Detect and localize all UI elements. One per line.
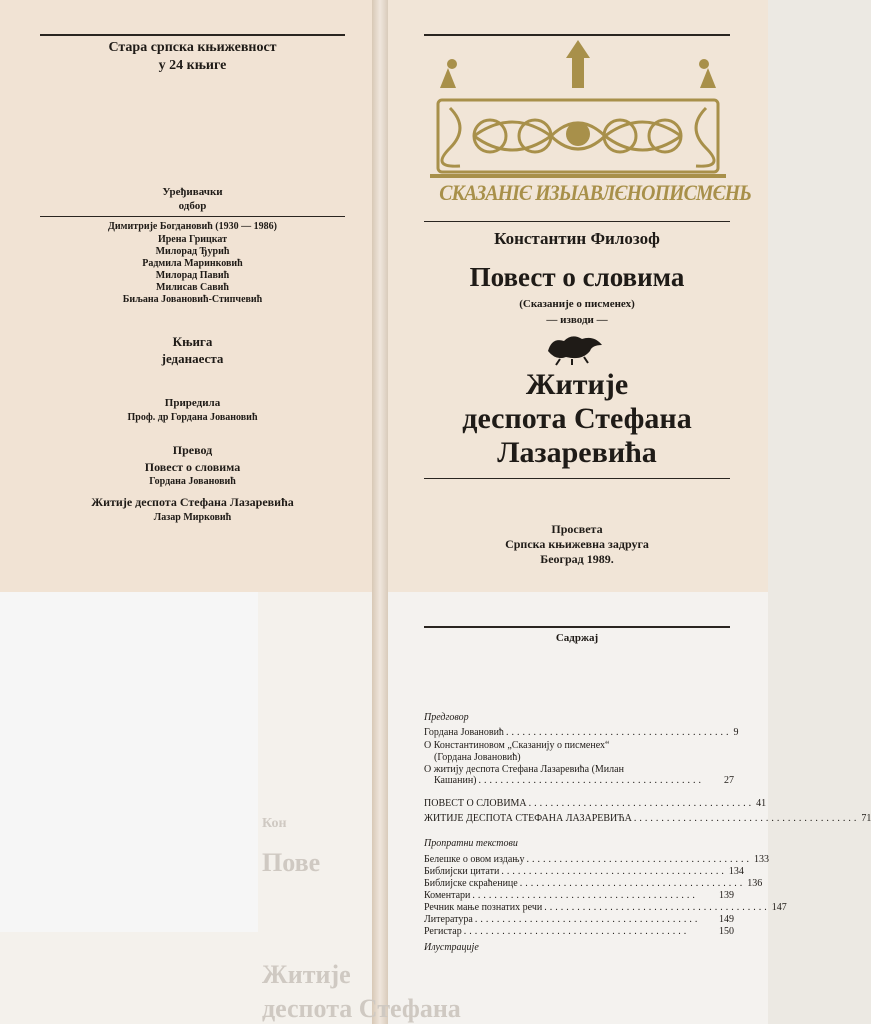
toc-item-label: ЖИТИЈЕ ДЕСПОТА СТЕФАНА ЛАЗАРЕВИЋА [424,813,632,824]
dot-leader: ......................................... [633,813,860,824]
toc-item [424,926,734,938]
board-member: Милорад Ђурић [155,246,230,257]
dot-leader: ......................................... [519,878,746,889]
blank-area [0,592,258,932]
board-member: Радмила Маринковић [142,258,243,269]
board-member: Димитрије Богдановић (1930 — 1986) [108,221,277,232]
title-1: Повест о словима [469,262,685,292]
translation-name2: Лазар Мирковић [153,512,232,523]
toc-item-page: 27 [724,775,734,786]
toc-item [424,890,734,902]
toc-item-page: 133 [754,854,770,865]
toc-item-label: ПОВЕСТ О СЛОВИМА [424,798,527,809]
toc-item [424,914,734,926]
toc-item-label: Библијске скраћенице [424,878,518,889]
ghost-text-author: Кон [262,816,287,831]
title-2-line2: деспота Стефана [462,402,692,435]
editor-label: Приредила [164,397,221,409]
board-member: Милисав Савић [156,282,229,293]
dot-leader: ......................................... [505,727,732,738]
toc-item-label: Гордана Јовановић [424,727,504,738]
subtitle: (Сказаније о писменех) [519,298,635,310]
editor-name: Проф. др Гордана Јовановић [127,412,258,423]
book-gutter [372,0,388,1024]
translation-work2: Житије деспота Стефана Лазаревића [91,495,294,509]
dot-leader: ......................................... [544,902,770,913]
contents-heading: Садржај [555,632,599,644]
book-line1: Књига [172,334,213,349]
ghost-text-title2: Житије [262,960,351,989]
ornament-lettering: СКАЗАНІЄ ИЗЬІАВЛЄНОПИСМЄНЬ [439,180,751,205]
dot-leader: ......................................... [528,798,755,809]
toc-item-label: Регистар [424,926,462,937]
ghost-text-title: Пове [262,848,321,877]
toc-item [434,775,734,787]
board-member: Милорад Павић [155,270,230,281]
section-preface: Предговор [424,712,469,723]
toc-item [424,798,767,810]
dot-leader: ......................................... [474,914,701,925]
board-rule [40,216,345,217]
toc-item-label: Библијски цитати [424,866,500,877]
top-rule [40,34,345,36]
dot-leader: ......................................... [526,854,753,865]
toc-item [424,854,770,866]
publisher-line3: Београд 1989. [540,552,614,566]
section-accompanying: Пропратни текстови [424,838,518,849]
series-line2: у 24 књиге [158,58,227,73]
toc-item-page: 134 [728,866,744,877]
section-illustrations: Илустрације [424,942,479,953]
toc-item-page: 149 [719,914,734,925]
book-line2: једанаеста [161,351,224,366]
toc-item-label: Речник мање познатих речи [424,902,543,913]
toc-item-label: Литература [424,914,473,925]
title-2-line3: Лазаревића [497,436,657,469]
toc-item-label: О житију деспота Стефана Лазаревића (Милан [424,764,624,775]
excerpts-label: — изводи — [546,314,608,326]
board-line1: Уређивачки [162,186,223,198]
toc-item-page: 71 [861,813,871,824]
toc-item-label: О Константиновом „Сказанију о писменех“ [424,740,610,751]
ghost-text-title3: деспота Стефана [262,994,461,1023]
dot-leader: ......................................... [472,890,698,901]
toc-item [424,878,763,890]
toc-item-page: 9 [733,727,739,738]
dot-leader: ......................................... [478,775,704,786]
toc-item [424,727,739,739]
ornament-rule [424,221,730,222]
toc-item-continuation: (Гордана Јовановић) [434,752,521,763]
translation-work1: Повест о словима [144,460,241,474]
blank-area-lower [0,932,258,1024]
board-member: Биљана Јовановић-Стипчевић [122,294,263,305]
toc-item [424,866,744,878]
board-line2: одбор [178,200,207,212]
toc-item-page: 147 [771,902,787,913]
toc-item-label: Коментари [424,890,471,901]
publisher-line2: Српска књижевна задруга [505,537,649,551]
toc-item-continuation: Кашанин) [434,775,477,786]
board-member: Ирена Грицкат [157,234,228,245]
toc-item-page: 41 [756,798,767,809]
translation-name1: Гордана Јовановић [149,476,236,487]
translation-label: Превод [172,443,213,457]
contents-top-rule [424,626,730,628]
title-2-line1: Житије [525,368,629,401]
toc-item-page: 139 [719,890,734,901]
dot-leader: ......................................... [463,926,690,937]
dot-leader: ......................................... [501,866,727,877]
toc-item-page: 150 [719,926,734,937]
title-top-rule [424,34,730,36]
author-name: Константин Филозоф [494,229,660,248]
toc-item [424,813,871,825]
series-line1: Стара српска књижевност [108,40,277,55]
toc-item [424,902,787,914]
publisher-line1: Просвета [551,522,603,536]
toc-item-label: Белешке о овом издању [424,854,525,865]
toc-item-page: 136 [747,878,763,889]
title-bottom-rule [424,478,730,479]
dragon-ornament [542,331,608,367]
